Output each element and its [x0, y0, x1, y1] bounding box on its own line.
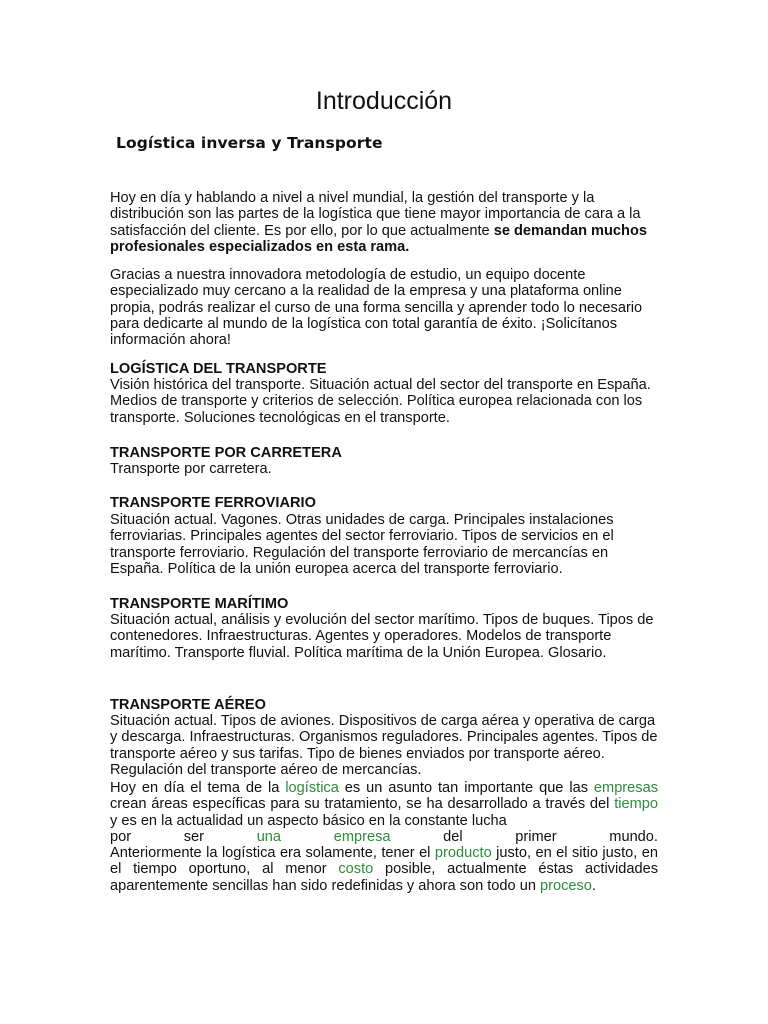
section-heading-aereo: TRANSPORTE AÉREO [110, 697, 266, 713]
intro-paragraph-1 [110, 190, 658, 255]
link-logistica[interactable]: logística [285, 780, 339, 796]
section-text-maritimo: Situación actual, análisis y evolución del sector marítimo. Tipos de buques. Tipos de contenedores. Infraestructuras. Agentes y operadores. Modelos de transporte marítimo. Transporte fluvial. Política marítima de la Unión Europea. Glosario. [110, 612, 654, 661]
intro-paragraph-2: Gracias a nuestra innovadora metodología de estudio, un equipo docente especializado muy cercano a la realidad de la empresa y una plataforma online propia, podrás realizar el curso de una forma sencilla y aprender todo lo necesario para dedicarte al mundo de la logística con total garantía de éxito. ¡Solicítanos información ahora! [110, 267, 643, 349]
link-producto[interactable]: producto [434, 845, 492, 862]
intro-text: Hoy en día y hablando a nivel a nivel mundial, la gestión del transporte y la distribución son las partes de la logística que tiene mayor importancia de cara a la satisfacción del cliente. Es por ello, por lo que actualmente [110, 190, 641, 239]
closing-part-2: Anteriormente la logística era solamente, tener el producto justo, en el sitio justo, en el tiempo oportuno, al menor costo posible, actualmente éstas actividades aparentemente sencillas han sido redefinidas y ahora son todo un proceso. [110, 845, 658, 894]
section-text-aereo: Situación actual. Tipos de aviones. Dispositivos de carga aérea y operativa de carga y descarga. Infraestructuras. Organismos reguladores. Principales agentes. Tipos de transporte aéreo y sus tarifas. Tipo de bienes enviados por transporte aéreo. Regulación del transporte aéreo de mercancías. [110, 713, 658, 778]
section-heading-ferroviario: TRANSPORTE FERROVIARIO [110, 495, 316, 511]
page-subtitle: Logística inversa y Transporte [116, 134, 383, 152]
section-text-logistica: Visión histórica del transporte. Situación actual del sector del transporte en España. Medios de transporte y criterios de selección. Política europea relacionada con los transporte. Soluciones tecnológicas en el transporte. [110, 377, 651, 426]
link-proceso[interactable]: proceso [540, 877, 592, 894]
link-empresas[interactable]: empresas [593, 780, 658, 796]
link-tiempo[interactable]: tiempo [614, 796, 658, 813]
closing-spread-line: por ser una empresa del primer mundo. [110, 828, 658, 845]
section-text-carretera: Transporte por carretera. [110, 461, 272, 477]
page-title: Introducción [315, 87, 453, 115]
closing-paragraph [110, 780, 658, 894]
section-heading-logistica: LOGÍSTICA DEL TRANSPORTE [110, 361, 327, 377]
section-heading-maritimo: TRANSPORTE MARÍTIMO [110, 596, 289, 612]
link-una[interactable]: una [256, 828, 282, 845]
section-text-ferroviario: Situación actual. Vagones. Otras unidades de carga. Principales instalaciones ferroviarias. Principales agentes del sector ferroviario. Tipos de servicios en el transporte ferroviario. Regulación del transporte ferroviario de mercancías en España. Política de la unión europea acerca del transporte ferroviario. [110, 512, 614, 577]
intro-bold-text: se demandan muchos profesionales especializados en esta rama. [110, 222, 647, 255]
link-empresa[interactable]: empresa [333, 828, 391, 845]
link-costo[interactable]: costo [338, 861, 374, 878]
closing-part-1: Hoy en día el tema de la logística es un asunto tan importante que las empresas crean áreas específicas para su tratamiento, se ha desarrollado a través del tiempo y es en la actualidad un aspecto básico en la constante lucha [110, 780, 658, 829]
section-heading-carretera: TRANSPORTE POR CARRETERA [110, 445, 342, 461]
